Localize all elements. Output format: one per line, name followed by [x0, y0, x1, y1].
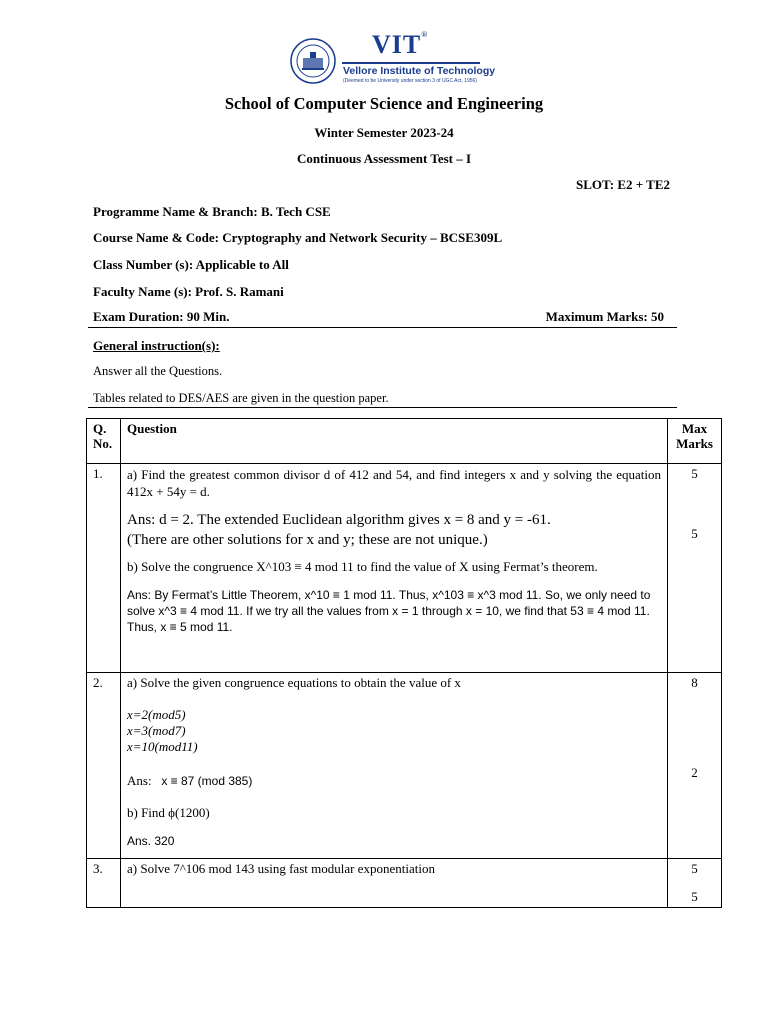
divider: [88, 327, 677, 328]
header-qno: Q. No.: [87, 419, 121, 464]
logo-wordmark: VIT®: [372, 30, 429, 59]
programme-branch: Programme Name & Branch: B. Tech CSE: [93, 204, 331, 219]
question-table: [86, 418, 722, 908]
congruence-equation: x=10(mod11): [127, 739, 198, 754]
instructions-heading: General instruction(s):: [93, 338, 220, 353]
divider: [88, 407, 677, 408]
vit-logo: [290, 30, 496, 86]
answer-text: Ans. 320: [127, 834, 175, 848]
marks-value: 5: [691, 861, 698, 876]
instruction-line: Tables related to DES/AES are given in the question paper.: [93, 391, 389, 405]
marks-value: 8: [691, 675, 698, 690]
course-name-code: Course Name & Code: Cryptography and Network Security – BCSE309L: [93, 230, 503, 245]
table-row: [87, 673, 722, 859]
question-number: 1.: [87, 464, 121, 673]
congruence-equation: x=2(mod5): [127, 707, 186, 722]
institute-subtitle: (Deemed to be University under section 3 of UGC Act, 1956): [343, 78, 477, 84]
table-row: [87, 859, 722, 908]
answer-text: Ans: By Fermat’s Little Theorem, x^10 ≡ 1 mod 11. Thus, x^103 ≡ x^3 mod 11. So, we only need to solve x^3 ≡ 4 mod 11. If we try all the values from x = 1 through x = 10, we find that 53 ≡ 4 mod 11. Thus, x ≡ 5 mod 11.: [127, 588, 651, 634]
semester: Winter Semester 2023-24: [314, 125, 454, 140]
question-text: b) Solve the congruence X^103 ≡ 4 mod 11 to find the value of X using Fermat’s theorem.: [127, 559, 598, 574]
logo-rule: [342, 62, 480, 64]
question-text: a) Solve the given congruence equations to obtain the value of x: [127, 675, 461, 690]
question-number: 2.: [87, 673, 121, 859]
instruction-line: Answer all the Questions.: [93, 364, 223, 378]
marks-cell: [668, 673, 722, 859]
question-cell: [121, 673, 668, 859]
question-text: a) Solve 7^106 mod 143 using fast modular exponentiation: [127, 861, 435, 876]
marks-value: 5: [691, 466, 698, 481]
header-question: Question: [121, 419, 668, 464]
school-title: School of Computer Science and Engineering: [224, 94, 544, 113]
congruence-equation: x=3(mod7): [127, 723, 186, 738]
marks-value: 2: [691, 765, 698, 780]
slot: SLOT: E2 + TE2: [576, 177, 670, 192]
faculty-name: Faculty Name (s): Prof. S. Ramani: [93, 284, 284, 299]
institute-name: Vellore Institute of Technology: [343, 65, 496, 77]
exam-duration: Exam Duration: 90 Min.: [93, 309, 230, 324]
question-cell: [121, 859, 668, 908]
question-number: 3.: [87, 859, 121, 908]
question-text: a) Find the greatest common divisor d of 412 and 54, and find integers x and y solving the equation 412x + 54y = d.: [127, 467, 661, 499]
marks-value: 5: [691, 889, 698, 904]
header-max-marks: Max Marks: [668, 419, 722, 464]
answer-text: Ans: d = 2. The extended Euclidean algorithm gives x = 8 and y = -61.: [127, 512, 551, 528]
table-header-row: [87, 419, 722, 464]
answer-text: (There are other solutions for x and y; these are not unique.): [127, 532, 488, 548]
maximum-marks: Maximum Marks: 50: [545, 309, 664, 324]
answer-text: Ans: x ≡ 87 (mod 385): [127, 773, 253, 788]
table-row: [87, 464, 722, 673]
marks-value: 5: [691, 526, 698, 541]
question-text: b) Find ϕ(1200): [127, 805, 210, 820]
marks-cell: [668, 464, 722, 673]
vit-seal-icon: [290, 38, 336, 84]
marks-cell: [668, 859, 722, 908]
test-name: Continuous Assessment Test – I: [296, 151, 472, 166]
class-number: Class Number (s): Applicable to All: [93, 257, 289, 272]
question-cell: [121, 464, 668, 673]
